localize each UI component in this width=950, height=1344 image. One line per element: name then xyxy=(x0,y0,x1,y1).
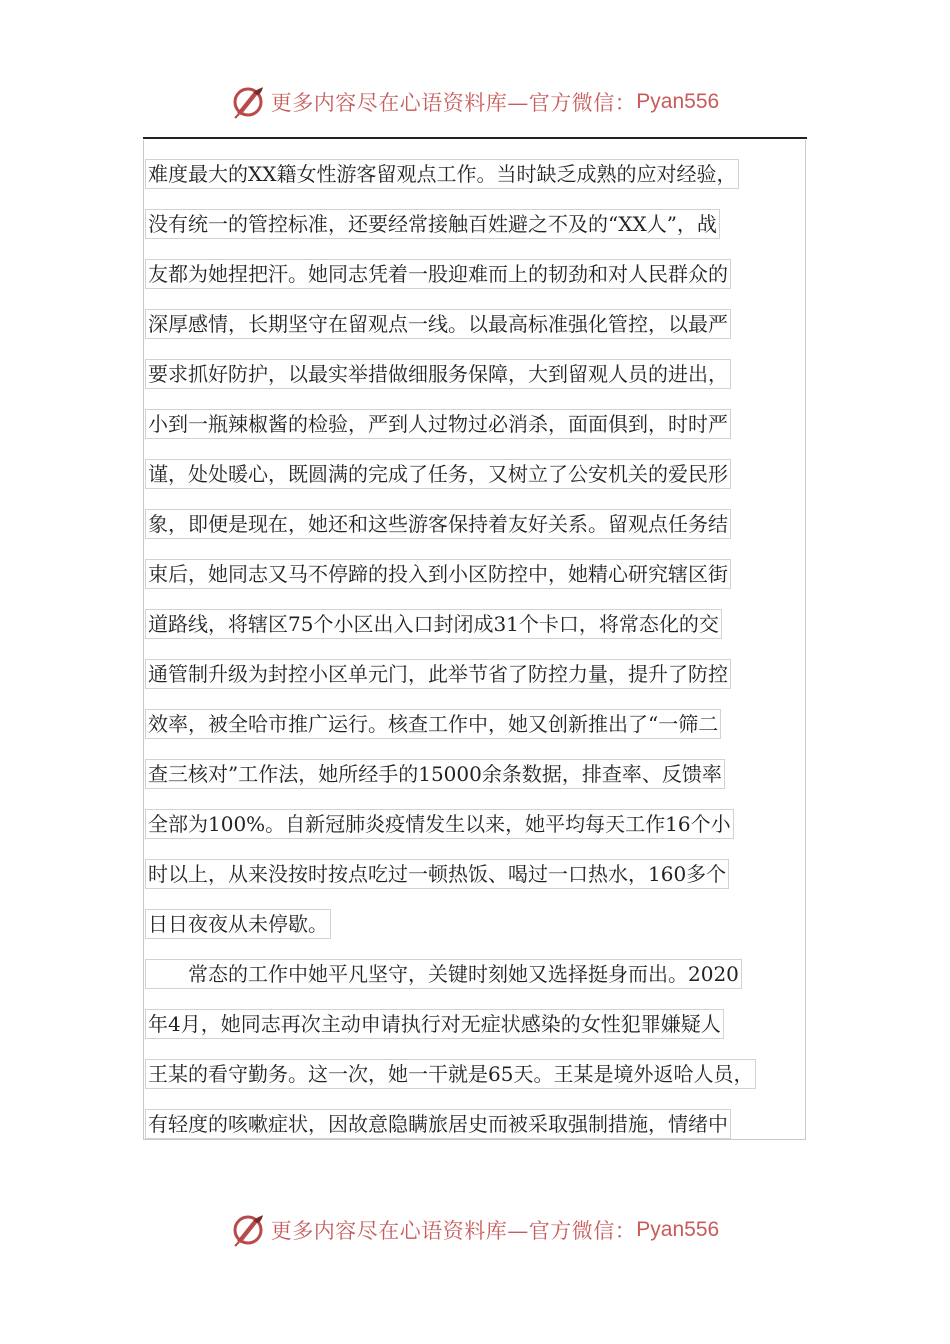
text-line: 王某的看守勤务。这一次，她一干就是65天。王某是境外返哈人员， xyxy=(145,1059,756,1089)
header-banner xyxy=(0,80,950,124)
text-line: 有轻度的咳嗽症状，因故意隐瞒旅居史而被采取强制措施，情绪中 xyxy=(145,1109,731,1139)
text-line: 束后，她同志又马不停蹄的投入到小区防控中，她精心研究辖区街 xyxy=(145,559,731,589)
quill-logo-icon xyxy=(231,1213,265,1247)
content-frame xyxy=(143,140,806,1140)
text-line: 小到一瓶辣椒酱的检验，严到人过物过必消杀，面面俱到，时时严 xyxy=(145,409,731,439)
text-line: 深厚感情，长期坚守在留观点一线。以最高标准强化管控，以最严 xyxy=(145,309,731,339)
text-line: 效率，被全哈市推广运行。核查工作中，她又创新推出了“一筛二 xyxy=(145,709,721,739)
text-line: 全部为100%。自新冠肺炎疫情发生以来，她平均每天工作16个小 xyxy=(145,809,734,839)
text-line: 谨，处处暖心，既圆满的完成了任务，又树立了公安机关的爱民形 xyxy=(145,459,731,489)
header-divider xyxy=(143,137,807,139)
text-line: 常态的工作中她平凡坚守，关键时刻她又选择挺身而出。2020 xyxy=(145,959,742,989)
text-line: 象，即便是现在，她还和这些游客保持着友好关系。留观点任务结 xyxy=(145,509,731,539)
footer-banner xyxy=(0,1208,950,1252)
text-line: 友都为她捏把汗。她同志凭着一股迎难而上的韧劲和对人民群众的 xyxy=(145,259,731,289)
banner-text: 更多内容尽在心语资料库—官方微信： xyxy=(270,1219,637,1243)
text-line: 时以上，从来没按时按点吃过一顿热饭、喝过一口热水，160多个 xyxy=(145,859,729,889)
text-line: 查三核对”工作法，她所经手的15000余条数据，排查率、反馈率 xyxy=(145,759,725,789)
text-line: 难度最大的XX籍女性游客留观点工作。当时缺乏成熟的应对经验， xyxy=(145,159,739,189)
text-line: 年4月，她同志再次主动申请执行对无症状感染的女性犯罪嫌疑人 xyxy=(145,1009,724,1039)
text-line: 道路线，将辖区75个小区出入口封闭成31个卡口，将常态化的交 xyxy=(145,609,722,639)
text-line: 通管制升级为封控小区单元门，此举节省了防控力量，提升了防控 xyxy=(145,659,731,689)
banner-handle: Pyan556 xyxy=(636,1218,720,1241)
quill-logo-icon xyxy=(231,85,265,119)
text-line: 要求抓好防护，以最实举措做细服务保障，大到留观人员的进出， xyxy=(145,359,731,389)
banner-text: 更多内容尽在心语资料库—官方微信： xyxy=(270,91,637,115)
banner-handle: Pyan556 xyxy=(636,90,720,113)
text-line: 日日夜夜从未停歇。 xyxy=(145,909,331,939)
text-line: 没有统一的管控标准，还要经常接触百姓避之不及的“XX人”，战 xyxy=(145,209,720,239)
